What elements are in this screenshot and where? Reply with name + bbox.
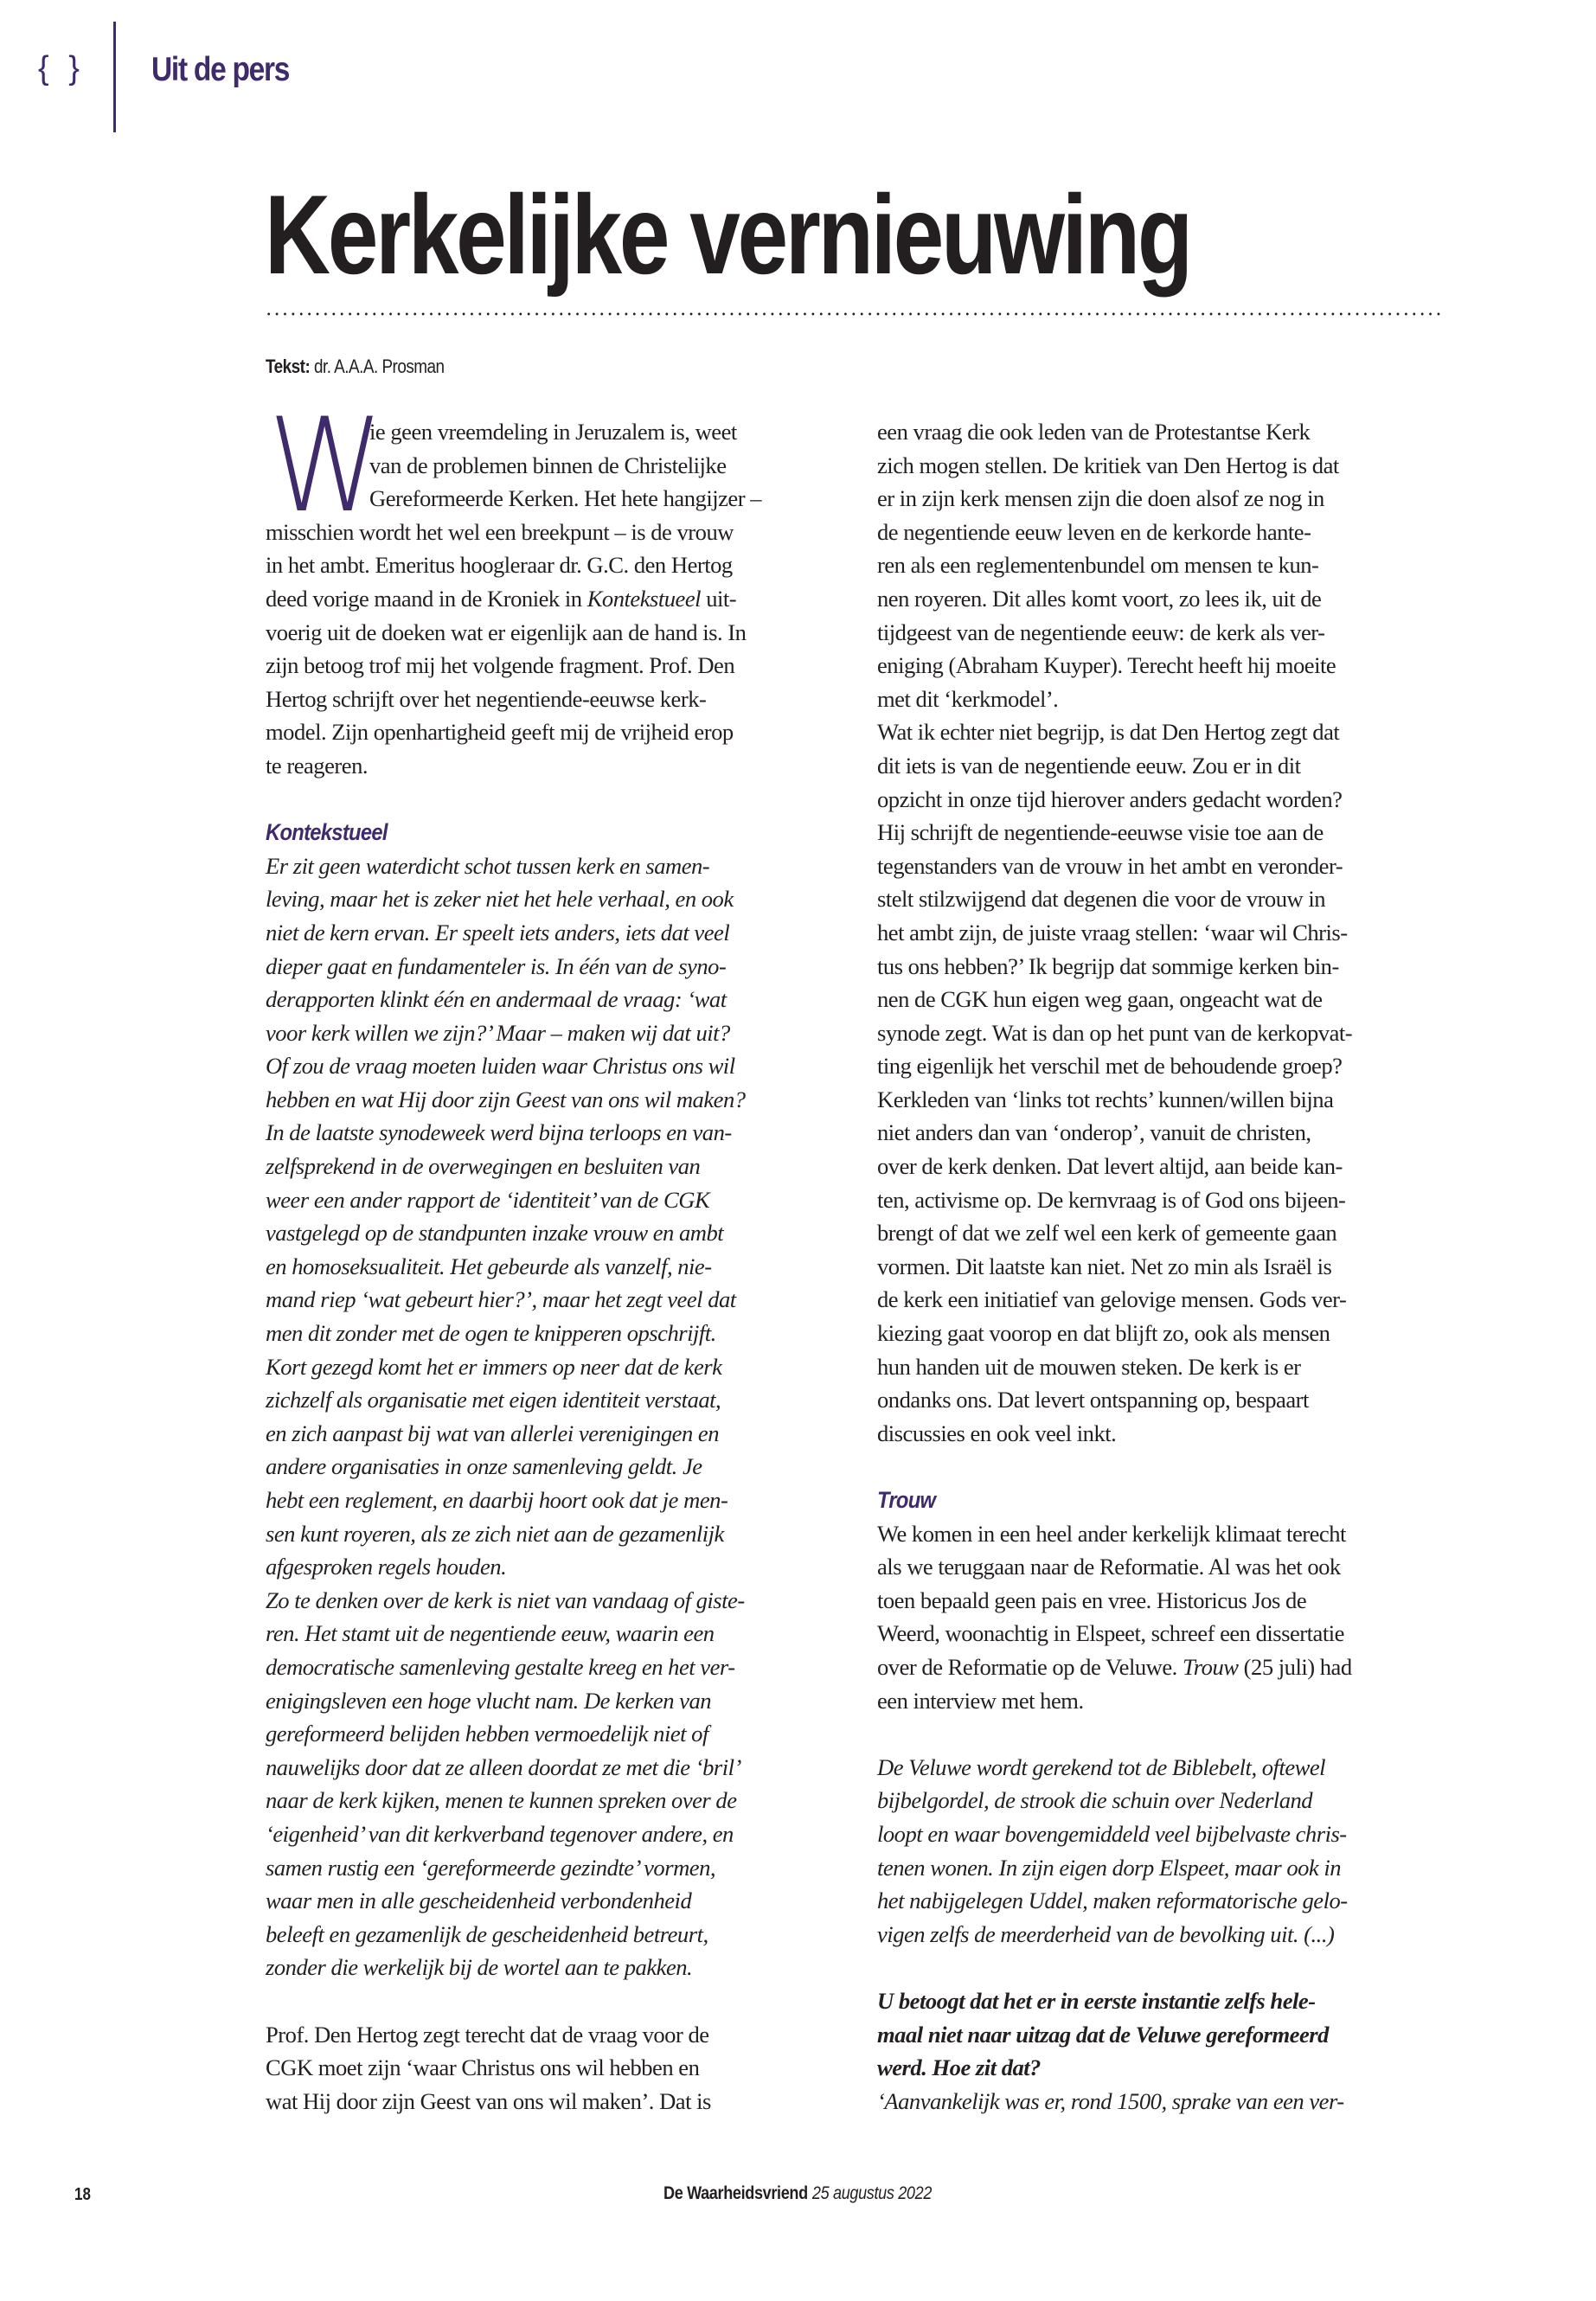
text-line: Hij schrijft de negentiende-eeuwse visie toe aan de xyxy=(877,819,1324,846)
byline xyxy=(266,356,445,378)
text-line: en zich aanpast bij wat van allerlei verenigingen en xyxy=(266,1420,719,1446)
text-line: zonder die werkelijk bij de wortel aan te pakken. xyxy=(266,1954,693,1981)
text-line: ting eigenlijk het verschil met de behoudende groep? xyxy=(877,1053,1343,1080)
text-line: mand riep ‘wat gebeurt hier?’, maar het zegt veel dat xyxy=(266,1286,736,1313)
text-line: discussies en ook veel inkt. xyxy=(877,1420,1117,1446)
section-label: Uit de pers xyxy=(151,51,290,88)
interview-answer xyxy=(877,2085,1448,2118)
curly-braces-icon: { } xyxy=(38,50,85,87)
interview-question xyxy=(877,1984,1448,2085)
text-line: zich mogen stellen. De kritiek van Den Hertog is dat xyxy=(877,452,1339,478)
text-line: voor kerk willen we zijn?’ Maar – maken wij dat uit? xyxy=(266,1019,730,1046)
text-line: CGK moet zijn ‘waar Christus ons wil hebben en xyxy=(266,2054,700,2081)
text-line: misschien wordt het wel een breekpunt – is de vrouw xyxy=(266,518,734,545)
byline-author: dr. A.A.A. Prosman xyxy=(313,356,445,377)
text-line: wat Hij door zijn Geest van ons wil maken’. Dat is xyxy=(266,2087,711,2114)
text-line: beleeft en gezamenlijk de gescheidenheid betreurt, xyxy=(266,1920,708,1947)
text-line: andere organisaties in onze samenleving geldt. Je xyxy=(266,1453,702,1480)
text-line: bijbelgordel, de strook die schuin over Nederland xyxy=(877,1787,1313,1814)
text-line: De Veluwe wordt gerekend tot de Biblebelt, oftewel xyxy=(877,1753,1326,1780)
text-line: We komen in een heel ander kerkelijk klimaat terecht xyxy=(877,1520,1346,1547)
text-line: gereformeerd belijden hebben vermoedelijk niet of xyxy=(266,1721,708,1747)
dropcap-letter: W xyxy=(268,391,384,542)
quote-block xyxy=(266,849,836,1984)
closing-paragraph xyxy=(266,2018,836,2118)
text-line: men dit zonder met de ogen te knipperen opschrijft. xyxy=(266,1320,716,1347)
text-line: derapporten klinkt één en andermaal de vraag: ‘wat xyxy=(266,986,727,1013)
publication-name: Trouw xyxy=(1182,1653,1239,1680)
text-line: zelfsprekend in de overwegingen en besluiten van xyxy=(266,1153,701,1180)
text-line: Wat ik echter niet begrijp, is dat Den Hertog zegt dat xyxy=(877,719,1340,746)
text-line: er in zijn kerk mensen zijn die doen alsof ze nog in xyxy=(877,485,1324,512)
text-line: ren als een reglementenbundel om mensen te kun- xyxy=(877,552,1319,579)
text-line: naar de kerk kijken, menen te kunnen spreken over de xyxy=(266,1787,737,1814)
text-line: de negentiende eeuw leven en de kerkorde hante- xyxy=(877,518,1311,545)
text-line: hun handen uit de mouwen steken. De kerk is er xyxy=(877,1353,1301,1380)
text-line: Kerkleden van ‘links tot rechts’ kunnen/willen bijna xyxy=(877,1086,1334,1112)
text-line: hebben en wat Hij door zijn Geest van ons wil maken? xyxy=(266,1086,746,1112)
page-number: 18 xyxy=(74,2185,91,2204)
text-line: het ambt zijn, de juiste vraag stellen: ‘waar wil Chris- xyxy=(877,919,1348,945)
text-span: over de Reformatie op de Veluwe. xyxy=(877,1653,1183,1680)
text-span: deed vorige maand in de Kroniek in xyxy=(266,585,587,612)
byline-label: Tekst: xyxy=(266,356,311,377)
text-line: zijn betoog trof mij het volgende fragment. Prof. Den xyxy=(266,652,735,679)
text-line: vigen zelfs de meerderheid van de bevolking uit. (...) xyxy=(877,1920,1335,1947)
text-line: over de kerk denken. Dat levert altijd, aan beide kan- xyxy=(877,1153,1343,1180)
text-line: model. Zijn openhartigheid geeft mij de vrijheid erop xyxy=(266,719,734,746)
text-line: Hertog schrijft over het negentiende-eeuwse kerk- xyxy=(266,685,707,712)
text-line: met dit ‘kerkmodel’. xyxy=(877,685,1059,712)
header-divider xyxy=(113,22,116,132)
subheading-trouw: Trouw xyxy=(877,1487,936,1513)
subheading-kontekstueel: Kontekstueel xyxy=(266,819,388,846)
text-line: een interview met hem. xyxy=(877,1687,1084,1714)
text-line: een vraag die ook leden van de Protestantse Kerk xyxy=(877,419,1311,445)
text-line: U betoogt dat het er in eerste instantie zelfs hele- xyxy=(877,1987,1316,2014)
text-line: Weerd, woonachtig in Elspeet, schreef een dissertatie xyxy=(877,1620,1344,1647)
text-line: toen bepaald geen pais en vree. Historicus Jos de xyxy=(877,1586,1307,1613)
text-line: loopt en waar bovengemiddeld veel bijbelvaste chris- xyxy=(877,1820,1347,1847)
text-line: afgesproken regels houden. xyxy=(266,1554,507,1580)
text-line xyxy=(266,582,836,616)
text-line: Prof. Den Hertog zegt terecht dat de vraag voor de xyxy=(266,2021,709,2048)
text-line: te reageren. xyxy=(266,752,369,779)
text-line: in het ambt. Emeritus hoogleraar dr. G.C. den Hertog xyxy=(266,552,733,579)
text-line: tenen wonen. In zijn eigen dorp Elspeet, maar ook in xyxy=(877,1854,1342,1881)
left-column xyxy=(266,391,836,2118)
spacer xyxy=(877,1951,1448,1984)
text-line: ‘Aanvankelijk was er, rond 1500, sprake van een ver- xyxy=(877,2087,1344,2114)
text-line: Kort gezegd komt het er immers op neer dat de kerk xyxy=(266,1353,722,1380)
text-line: tijdgeest van de negentiende eeuw: de kerk als ver- xyxy=(877,619,1325,645)
text-line: werd. Hoe zit dat? xyxy=(877,2054,1041,2081)
text-line: nen de CGK hun eigen weg gaan, ongeacht wat de xyxy=(877,986,1323,1013)
text-line: tegenstanders van de vrouw in het ambt en veronder- xyxy=(877,852,1343,879)
text-line: ten, activisme op. De kernvraag is of God ons bijeen- xyxy=(877,1186,1346,1213)
spacer xyxy=(877,1450,1448,1484)
text-line: brengt of dat we zelf wel een kerk of gemeente gaan xyxy=(877,1220,1337,1247)
text-line: vastgelegd op de standpunten inzake vrouw en ambt xyxy=(266,1220,724,1247)
text-line: dit iets is van de negentiende eeuw. Zou er in dit xyxy=(877,752,1301,779)
text-line: de kerk een initiatief van gelovige mensen. Gods ver- xyxy=(877,1286,1347,1313)
text-span: (25 juli) had xyxy=(1238,1653,1352,1680)
text-line: als we teruggaan naar de Reformatie. Al was het ook xyxy=(877,1554,1341,1580)
text-line: eniging (Abraham Kuyper). Terecht heeft hij moeite xyxy=(877,652,1336,679)
text-line: tus ons hebben?’ Ik begrijp dat sommige kerken bin- xyxy=(877,952,1339,979)
text-span: uit- xyxy=(701,585,737,612)
text-line: ondanks ons. Dat levert ontspanning op, bespaart xyxy=(877,1387,1309,1413)
text-line: kiezing gaat voorop en dat blijft zo, ook als mensen xyxy=(877,1320,1330,1347)
interview-quote xyxy=(877,1751,1448,1952)
publication-name: Kontekstueel xyxy=(586,585,702,612)
issue-date: 25 augustus 2022 xyxy=(811,2183,933,2203)
text-line: vormen. Dit laatste kan niet. Net zo min als Israël is xyxy=(877,1253,1332,1279)
text-line: nauwelijks door dat ze alleen doordat ze met die ‘bril’ xyxy=(266,1753,741,1780)
text-line: sen kunt royeren, als ze zich niet aan de gezamenlijk xyxy=(266,1520,724,1547)
text-line: voerig uit de doeken wat er eigenlijk aan de hand is. In xyxy=(266,619,747,645)
text-line: ren. Het stamt uit de negentiende eeuw, waarin een xyxy=(266,1620,715,1647)
text-line: maal niet naar uitzag dat de Veluwe gereformeerd xyxy=(877,2021,1329,2048)
right-column xyxy=(877,415,1448,2118)
spacer xyxy=(877,1717,1448,1751)
text-line: opzicht in onze tijd hierover anders gedacht worden? xyxy=(877,785,1343,812)
text-line: zichzelf als organisatie met eigen identiteit verstaat, xyxy=(266,1387,721,1413)
footer-publication xyxy=(663,2183,932,2204)
text-line: In de laatste synodeweek werd bijna terloops en van- xyxy=(266,1119,732,1146)
text-line: het nabijgelegen Uddel, maken reformatorische gelo- xyxy=(877,1888,1348,1914)
text-line: hebt een reglement, en daarbij hoort ook dat je men- xyxy=(266,1487,728,1513)
text-line: Er zit geen waterdicht schot tussen kerk en samen- xyxy=(266,852,710,879)
text-line: Zo te denken over de kerk is niet van vandaag of giste- xyxy=(266,1586,745,1613)
text-line: stelt stilzwijgend dat degenen die voor de vrouw in xyxy=(877,886,1326,913)
trouw-paragraph xyxy=(877,1517,1448,1718)
text-line: democratische samenleving gestalte kreeg en het ver- xyxy=(266,1653,735,1680)
dotted-divider xyxy=(265,312,1444,316)
spacer xyxy=(266,783,836,817)
intro-paragraph xyxy=(266,391,836,783)
text-line: waar men in alle gescheidenheid verbondenheid xyxy=(266,1888,692,1914)
text-line: Of zou de vraag moeten luiden waar Christus ons wil xyxy=(266,1053,735,1080)
text-line: weer een ander rapport de ‘identiteit’ van de CGK xyxy=(266,1186,710,1213)
body-paragraph xyxy=(877,415,1448,1450)
publication-name: De Waarheidsvriend xyxy=(663,2183,808,2203)
text-line: synode zegt. Wat is dan op het punt van de kerkopvat- xyxy=(877,1019,1353,1046)
article-title: Kerkelijke vernieuwing xyxy=(265,171,1190,298)
text-line: leving, maar het is zeker niet het hele verhaal, en ook xyxy=(266,886,734,913)
text-line: nen royeren. Dit alles komt voort, zo lees ik, uit de xyxy=(877,585,1322,612)
text-line: dieper gaat en fundamenteler is. In één van de syno- xyxy=(266,952,727,979)
text-line: van de problemen binnen de Christelijke xyxy=(369,452,727,478)
text-line: niet anders dan van ‘onderop’, vanuit de christen, xyxy=(877,1119,1311,1146)
text-line: en homoseksualiteit. Het gebeurde als vanzelf, nie- xyxy=(266,1253,712,1279)
text-line: enigingsleven een hoge vlucht nam. De kerken van xyxy=(266,1687,712,1714)
text-line: niet de kern ervan. Er speelt iets anders, iets dat veel xyxy=(266,919,730,945)
text-line: Gereformeerde Kerken. Het hete hangijzer – xyxy=(369,485,761,512)
text-line xyxy=(877,1650,1448,1684)
spacer xyxy=(266,1984,836,2018)
text-line: ‘eigenheid’ van dit kerkverband tegenover andere, en xyxy=(266,1820,734,1847)
text-line: samen rustig een ‘gereformeerde gezindte’ vormen, xyxy=(266,1854,716,1881)
text-line: ie geen vreemdeling in Jeruzalem is, weet xyxy=(369,419,737,445)
